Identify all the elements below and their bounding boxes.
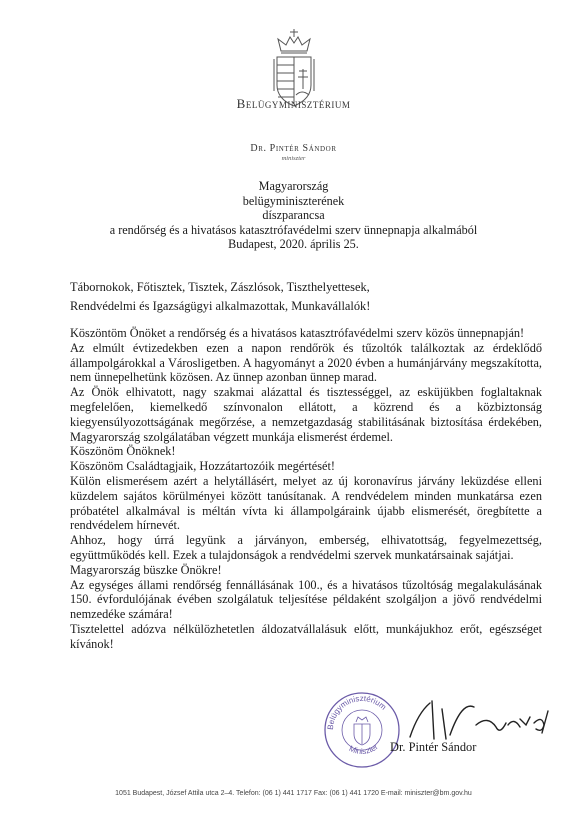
header-line: díszparancsa [262,208,325,222]
paragraph: Az Önök elhivatott, nagy szakmai alázattal és tisztességgel, az esküjükben foglaltaknak megfelelően, kiemelkedő színvonalon ellátott, a közrend és a közbiztonság kiegyensúlyozottságának megőrzése, a nemzetgazdaság stabilitásának biztosítása érdekében, Magyarország szolgálatában végzett munkája elismerést érdemel. [70,385,542,444]
stamp-bottom-text: Miniszter [347,742,380,757]
order-header [60,179,527,252]
paragraph: Köszönöm Önöknek! [70,444,176,459]
header-line: Magyarország [258,179,329,193]
salutation [70,278,540,315]
ministry-name: Belügyminisztérium [236,96,351,111]
paragraph: Az egységes állami rendőrség fennállásának 100., és a hivatásos tűzoltóság megalakulásának 150. évfordulójának évében szolgálatuk teljesítése példaként szolgáljon a jövő rendvédelmi nemzedéke számára! [70,577,542,622]
paragraph: Köszönöm Családtagjaik, Hozzátartozóik megértését! [70,459,335,474]
salutation-line: Tábornokok, Főtisztek, Tisztek, Zászlósok, Tiszthelyettesek, [70,280,370,294]
official-stamp [322,690,402,770]
header-line: a rendőrség és a hivatásos katasztrófavédelmi szerv ünnepnapja alkalmából [109,222,478,237]
paragraph: Magyarország büszke Önökre! [70,562,222,577]
letter-body [70,326,542,652]
paragraph: Köszöntöm Önöket a rendőrség és a hivatásos katasztrófavédelmi szerv közös ünnepnapján! [70,326,525,340]
minister-title: miniszter [281,155,306,162]
minister-name: Dr. Pintér Sándor [250,143,337,154]
svg-text:Belügyminisztérium [326,694,388,730]
paragraph: Az elmúlt évtizedekben ezen a napon rendőrök és tűzoltók találkoztak az érdeklődő állampolgárokkal a Városligetben. A hagyományt a 2020 évben a humánjárvány megszakította, nem ünnepelhetünk közösen. Az ünnep azonban ünnep marad. [70,340,542,385]
stamp-top-text: Belügyminisztérium [325,693,389,731]
salutation-line: Rendvédelmi és Igazságügyi alkalmazottak, Munkavállalók! [70,298,371,313]
paragraph: Tisztelettel adózva nélkülözhetetlen áldozatvállalásuk előtt, munkájukhoz erőt, egészséget kívánok! [70,621,542,651]
paragraph: Külön elismerésem azért a helytállásért, melyet az új koronavírus járvány leküzdése elleni küzdelem sajátos körülményei között tanúsítanak. A rendvédelem minden munkatársa ezen próbatétel alkalmával is méltán vívta ki állampolgáraink újabb elismerését, öregbítette a rendvédelem hírnevét. [70,473,542,533]
header-line: belügyminiszterének [242,193,345,208]
paragraph: Ahhoz, hogy úrrá legyünk a járványon, emberség, elhivatottság, fegyelmezettség, együttműködés kell. Ezek a tulajdonságok a rendvédelmi szervek munkatársainak sajátjai. [70,533,542,562]
header-date: Budapest, 2020. április 25. [228,237,359,251]
signer-name: Dr. Pintér Sándor [390,740,477,754]
footer-address: 1051 Budapest, József Attila utca 2–4. Telefon: (06 1) 441 1717 Fax: (06 1) 441 1720 E-mail: miniszter@bm.gov.hu [115,790,472,797]
